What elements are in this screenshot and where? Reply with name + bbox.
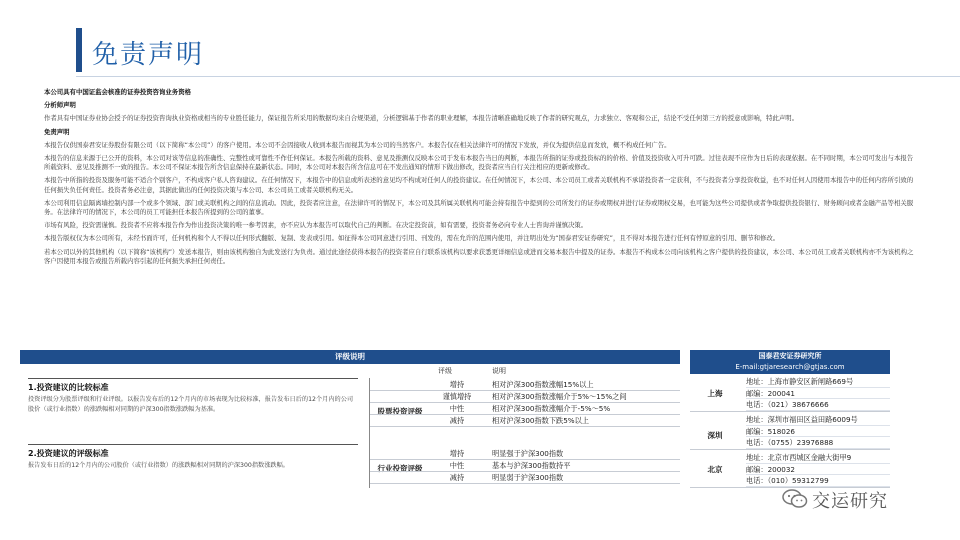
rating-desc: 相对沪深300指数涨幅介于5%～15%之间 bbox=[492, 392, 627, 401]
criteria-text-1: 投资评级分为股票评级和行业评级。以报告发布后的12个月内的市场表现为比较标准，报告发布日后的12个月内的公司股价（或行业指数）的涨跌幅相对同期的沪深300指数涨跌幅为基准。 bbox=[28, 396, 354, 413]
table-row bbox=[370, 460, 680, 472]
rating-desc: 相对沪深300指数涨幅15%以上 bbox=[492, 380, 594, 389]
rating-table bbox=[20, 350, 680, 490]
contact-line: 电话：（021）38676666 bbox=[746, 399, 890, 411]
qualification-heading: 本公司具有中国证监会核准的证券投资咨询业务资格 bbox=[44, 88, 191, 96]
city-row-shenzhen bbox=[690, 414, 890, 450]
stock-rating-group: 股票投资评级 bbox=[377, 407, 423, 416]
paragraph: 本报告仅供国泰君安证券股份有限公司（以下简称“本公司”）的客户使用。本公司不会因接收人收到本报告而视其为本公司的当然客户。本报告仅在相关法律许可的情况下发放，并仅为提供信息而发放，概不构成任何广告。 bbox=[44, 140, 671, 149]
table-row bbox=[370, 379, 680, 391]
city-row-shanghai bbox=[690, 376, 890, 412]
contact-line: 邮编：518026 bbox=[746, 426, 890, 438]
rating-criteria-panel bbox=[20, 378, 370, 488]
paragraph: 本报告的信息来源于已公开的资料，本公司对该等信息的准确性、完整性或可靠性不作任何保证。本报告所载的资料、意见及推测仅反映本公司于发布本报告当日的判断，本报告所指的证券或投资标的的价格、价值及投资收入可升可跌。过往表现不应作为日后的表现依据。在不同时期，本公司可发出与本报告所载资料、意见及推测不一致的报告。本公司不保证本报告所含信息保持在最新状态。同时，本公司对本报告所含信息可在不发出通知的情形下做出修改，投资者应当自行关注相应的更新或修改。 bbox=[44, 154, 914, 172]
contact-line: 地址：上海市静安区新闸路669号 bbox=[746, 376, 890, 388]
wechat-watermark bbox=[782, 484, 942, 514]
header-divider bbox=[76, 76, 960, 77]
city-lines bbox=[746, 376, 890, 411]
col-desc-header: 说明 bbox=[492, 367, 506, 375]
rating-level: 中性 bbox=[449, 404, 465, 413]
contact-line: 地址：深圳市福田区益田路6009号 bbox=[746, 414, 890, 426]
table-row bbox=[370, 415, 680, 427]
city-row-beijing bbox=[690, 452, 890, 488]
watermark-text: 交运研究 bbox=[812, 491, 888, 512]
page-title: 免责声明 bbox=[92, 40, 205, 70]
criteria-block-2 bbox=[28, 444, 358, 471]
criteria-title-1: 1.投资建议的比较标准 bbox=[28, 378, 358, 393]
city-name: 深圳 bbox=[707, 431, 723, 440]
city-lines bbox=[746, 414, 890, 449]
table-row bbox=[370, 448, 680, 460]
paragraph: 若本公司以外的其他机构（以下简称“该机构”）发送本报告，则由该机构独自为此发送行为负责。通过此途径获得本报告的投资者应自行联系该机构以要求获悉更详细信息或进而交易本报告中提及的证券。本报告不构成本公司向该机构之客户提供的投资建议，本公司、本公司员工或者关联机构亦不为该机构之客户因使用本报告或报告所载内容引起的任何损失承担任何责任。 bbox=[44, 247, 914, 265]
contact-line: 电话：（0755）23976888 bbox=[746, 437, 890, 449]
rating-level: 增持 bbox=[449, 380, 465, 389]
rating-desc: 明显强于沪深300指数 bbox=[492, 449, 564, 458]
criteria-title-2: 2.投资建议的评级标准 bbox=[28, 444, 358, 459]
col-level-header: 评级 bbox=[438, 367, 452, 375]
city-lines bbox=[746, 452, 890, 487]
contact-line: 邮编：200041 bbox=[746, 388, 890, 400]
rating-level: 增持 bbox=[449, 449, 465, 458]
city-name: 北京 bbox=[707, 465, 723, 474]
rating-level: 谨慎增持 bbox=[442, 392, 472, 401]
contact-line: 邮编：200032 bbox=[746, 464, 890, 476]
rating-desc: 明显弱于沪深300指数 bbox=[492, 473, 564, 482]
contact-title: 国泰君安证券研究所 bbox=[758, 352, 822, 360]
rating-level: 减持 bbox=[449, 416, 465, 425]
rating-header: 评级说明 bbox=[20, 350, 680, 364]
analyst-text: 作者具有中国证券业协会授予的证券投资咨询执业资格或相当的专业胜任能力，保证报告所采用的数据均来自合规渠道，分析逻辑基于作者的职业理解，本报告清晰准确地反映了作者的研究观点，力求独立、客观和公正，结论不受任何第三方的授意或影响，特此声明。 bbox=[44, 114, 799, 123]
table-row bbox=[370, 391, 680, 403]
wechat-icon bbox=[782, 488, 808, 510]
contact-box bbox=[690, 350, 890, 490]
contact-line: 电话：（010）59312799 bbox=[746, 475, 890, 487]
contact-line: 地址：北京市西城区金融大街甲9 bbox=[746, 452, 890, 464]
disclaimer-body bbox=[44, 84, 916, 266]
paragraph: 本报告中所指的投资及服务可能不适合个别客户，不构成客户私人咨询建议。在任何情况下，本报告中的信息或所表述的意见均不构成对任何人的投资建议。在任何情况下，本公司、本公司员工或者关联机构不承诺投资者一定获利，不与投资者分享投资收益，也不对任何人因使用本报告中的任何内容所引致的任何损失负任何责任。投资者务必注意，其据此做出的任何投资决策与本公司、本公司员工或者关联机构无关。 bbox=[44, 176, 914, 194]
rating-level: 减持 bbox=[449, 473, 465, 482]
table-row bbox=[370, 403, 680, 415]
contact-header bbox=[690, 350, 890, 374]
table-row bbox=[370, 472, 680, 484]
paragraph: 本报告版权仅为本公司所有，未经书面许可，任何机构和个人不得以任何形式翻版、复制、发表或引用。如征得本公司同意进行引用、刊发的，需在允许的范围内使用，并注明出处为“国泰君安证券研究”，且不得对本报告进行任何有悖原意的引用、删节和修改。 bbox=[44, 234, 780, 243]
criteria-text-2: 报告发布日后的12个月内的公司股价（或行业指数）的涨跌幅相对同期的沪深300指数涨跌幅。 bbox=[28, 462, 289, 469]
criteria-block-1 bbox=[28, 378, 358, 415]
contact-email[interactable]: E-mail:gtjaresearch@gtjas.com bbox=[735, 363, 845, 371]
paragraph: 本公司利用信息隔离墙控制内部一个或多个领域、部门或关联机构之间的信息流动。因此，投资者应注意，在法律许可的情况下，本公司及其所属关联机构可能会持有报告中提到的公司所发行的证券或期权并进行证券或期权交易，也可能为这些公司提供或者争取提供投资银行、财务顾问或者金融产品等相关服务。在法律许可的情况下，本公司的员工可能担任本报告所提到的公司的董事。 bbox=[44, 198, 914, 217]
rating-column-headers bbox=[370, 365, 680, 377]
rating-desc: 相对沪深300指数下跌5%以上 bbox=[492, 416, 589, 425]
rating-desc: 基本与沪深300指数持平 bbox=[492, 461, 571, 470]
disclaimer-heading: 免责声明 bbox=[44, 127, 70, 136]
title-accent-bar bbox=[76, 28, 82, 72]
industry-rating-group: 行业投资评级 bbox=[377, 464, 423, 473]
city-name: 上海 bbox=[707, 389, 723, 398]
rating-level: 中性 bbox=[449, 461, 465, 470]
paragraph: 市场有风险，投资需谨慎。投资者不应将本报告作为作出投资决策的唯一参考因素，亦不应认为本报告可以取代自己的判断。在决定投资前，如有需要，投资者务必向专业人士咨询并谨慎决策。 bbox=[44, 221, 588, 230]
rating-desc: 相对沪深300指数涨幅介于-5%～5% bbox=[492, 404, 611, 413]
analyst-heading: 分析师声明 bbox=[44, 101, 76, 110]
